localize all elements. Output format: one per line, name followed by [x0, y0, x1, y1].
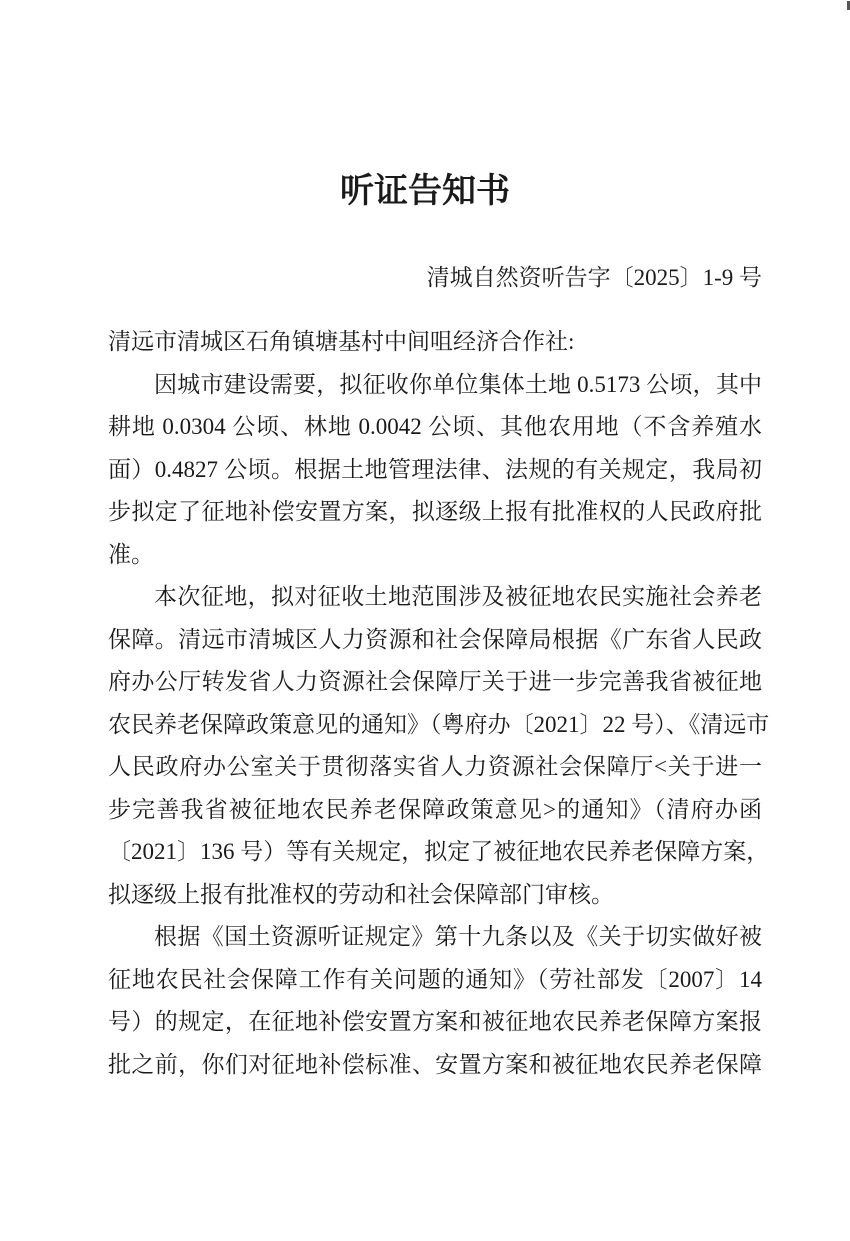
document-number: 清城自然资听告字〔2025〕1-9 号 — [426, 265, 762, 290]
document-body — [0, 321, 850, 1086]
paragraph-line: 步完善我省被征地农民养老保障政策意见>的通知》（清府办函 — [108, 796, 762, 822]
addressee-line: 清远市清城区石角镇塘基村中间咀经济合作社: — [108, 329, 575, 354]
paragraph-line: 府办公厅转发省人力资源社会保障厅关于进一步完善我省被征地 — [108, 669, 762, 694]
document-title: 听证告知书 — [340, 172, 510, 210]
paragraph-line: 准。 — [108, 541, 154, 567]
paragraphs — [108, 364, 770, 1087]
paragraph-line: 征地农民社会保障工作有关问题的通知》（劳社部发〔2007〕14 — [108, 966, 762, 992]
paragraph-line: 〔2021〕136 号）等有关规定，拟定了被征地农民养老保障方案， — [108, 839, 770, 864]
paragraph-line: 农民养老保障政策意见的通知》（粤府办〔2021〕22 号）、《清远市 — [108, 711, 770, 737]
paragraph-line: 号）的规定，在征地补偿安置方案和被征地农民养老保障方案报 — [108, 1009, 762, 1034]
paragraph-line: 保障。清远市清城区人力资源和社会保障局根据《广东省人民政 — [108, 626, 762, 652]
paragraph-line: 因城市建设需要，拟征收你单位集体土地 0.5173 公顷，其中 — [154, 371, 762, 397]
paragraph-line: 拟逐级上报有批准权的劳动和社会保障部门审核。 — [108, 881, 614, 907]
paragraph-line: 步拟定了征地补偿安置方案，拟逐级上报有批准权的人民政府批 — [108, 499, 762, 524]
paragraph-line: 耕地 0.0304 公顷、林地 0.0042 公顷、其他农用地（不含养殖水 — [108, 414, 762, 439]
paragraph-line: 面）0.4827 公顷。根据土地管理法律、法规的有关规定，我局初 — [108, 456, 762, 482]
paragraph-line: 人民政府办公室关于贯彻落实省人力资源社会保障厅<关于进一 — [108, 754, 762, 779]
paragraph-line: 批之前，你们对征地补偿标准、安置方案和被征地农民养老保障 — [108, 1051, 762, 1077]
paragraph-line: 本次征地，拟对征收土地范围涉及被征地农民实施社会养老 — [154, 584, 762, 609]
paragraph-line: 根据《国土资源听证规定》第十九条以及《关于切实做好被 — [154, 924, 762, 949]
